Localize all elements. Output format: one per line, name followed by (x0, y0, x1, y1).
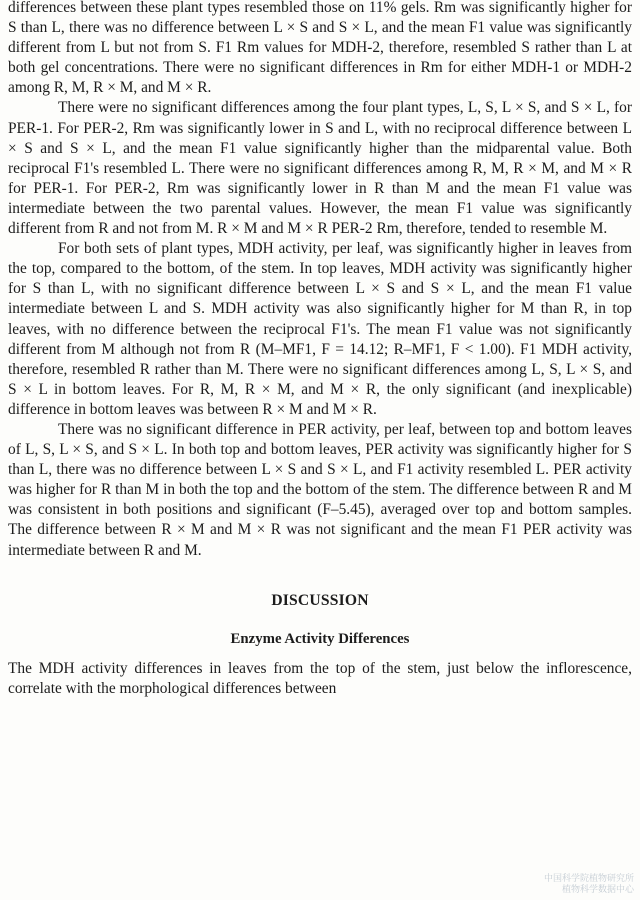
paragraph-4: There was no significant difference in PER activity, per leaf, between top and bottom leaves of L, S, L × S, and S × L. In both top and bottom leaves, PER activity was significantly higher for S than L, there was no difference between L × S and S × L, and F1 activity resembled L. PER activity was higher for R than M in both the top and the bottom of the stem. The difference between R and M was consistent in both positions and significant (F–5.45), averaged over top and bottom samples. The difference between R × M and M × R was not significant and the mean F1 PER activity was intermediate between R and M. (8, 420, 632, 559)
watermark-line-2: 植物科学数据中心 (561, 885, 634, 895)
paragraph-3: For both sets of plant types, MDH activity, per leaf, was significantly higher in leaves from the top, compared to the bottom, of the stem. In top leaves, MDH activity was significantly higher for S than L, with no significant difference between L × S and S × L, and the mean F1 value intermediate between L and S. MDH activity was also significantly higher for M than R, in top leaves, with no difference between the reciprocal F1's. The mean F1 value was not significantly different from M although not from R (M–MF1, F = 14.12; R–MF1, F < 1.00). F1 MDH activity, therefore, resembled R rather than M. There were no significant differences among L, S, L × S, and S × L in bottom leaves. For R, M, R × M, and M × R, the only significant (and inexplicable) difference in bottom leaves was between R × M and M × R. (8, 240, 632, 418)
page-body (8, 0, 632, 699)
paragraph-2: There were no significant differences among the four plant types, L, S, L × S, and S × L, for PER-1. For PER-2, Rm was significantly lower in S and L, with no reciprocal difference between L × S and S × L, and the mean F1 value significantly higher than the midparental value. Both reciprocal F1's resembled L. There were no significant differences among R, M, R × M, and M × R for PER-1. For PER-2, Rm was significantly lower in R than M and the mean F1 value was intermediate between the two parental values. However, the mean F1 value was significantly different from R and not from M. R × M and M × R PER-2 Rm, therefore, tended to resemble M. (8, 99, 632, 238)
section-heading-discussion: DISCUSSION (271, 591, 369, 609)
subheading-enzyme-activity: Enzyme Activity Differences (230, 630, 410, 647)
watermark-line-1: 中国科学院植物研究所 (543, 874, 634, 884)
paragraph-discussion-start: The MDH activity differences in leaves from the top of the stem, just below the inflorescence, correlate with the morphological differences between (8, 659, 632, 697)
paragraph-1: differences between these plant types resembled those on 11% gels. Rm was significantly higher for S than L, there was no difference between L × S and S × L, and the mean F1 value was significantly different from L but not from S. F1 Rm values for MDH-2, therefore, resembled S rather than L at both gel concentrations. There were no significant differences in Rm for either MDH-1 or MDH-2 among R, M, R × M, and M × R. (8, 0, 632, 97)
watermark (544, 874, 634, 896)
